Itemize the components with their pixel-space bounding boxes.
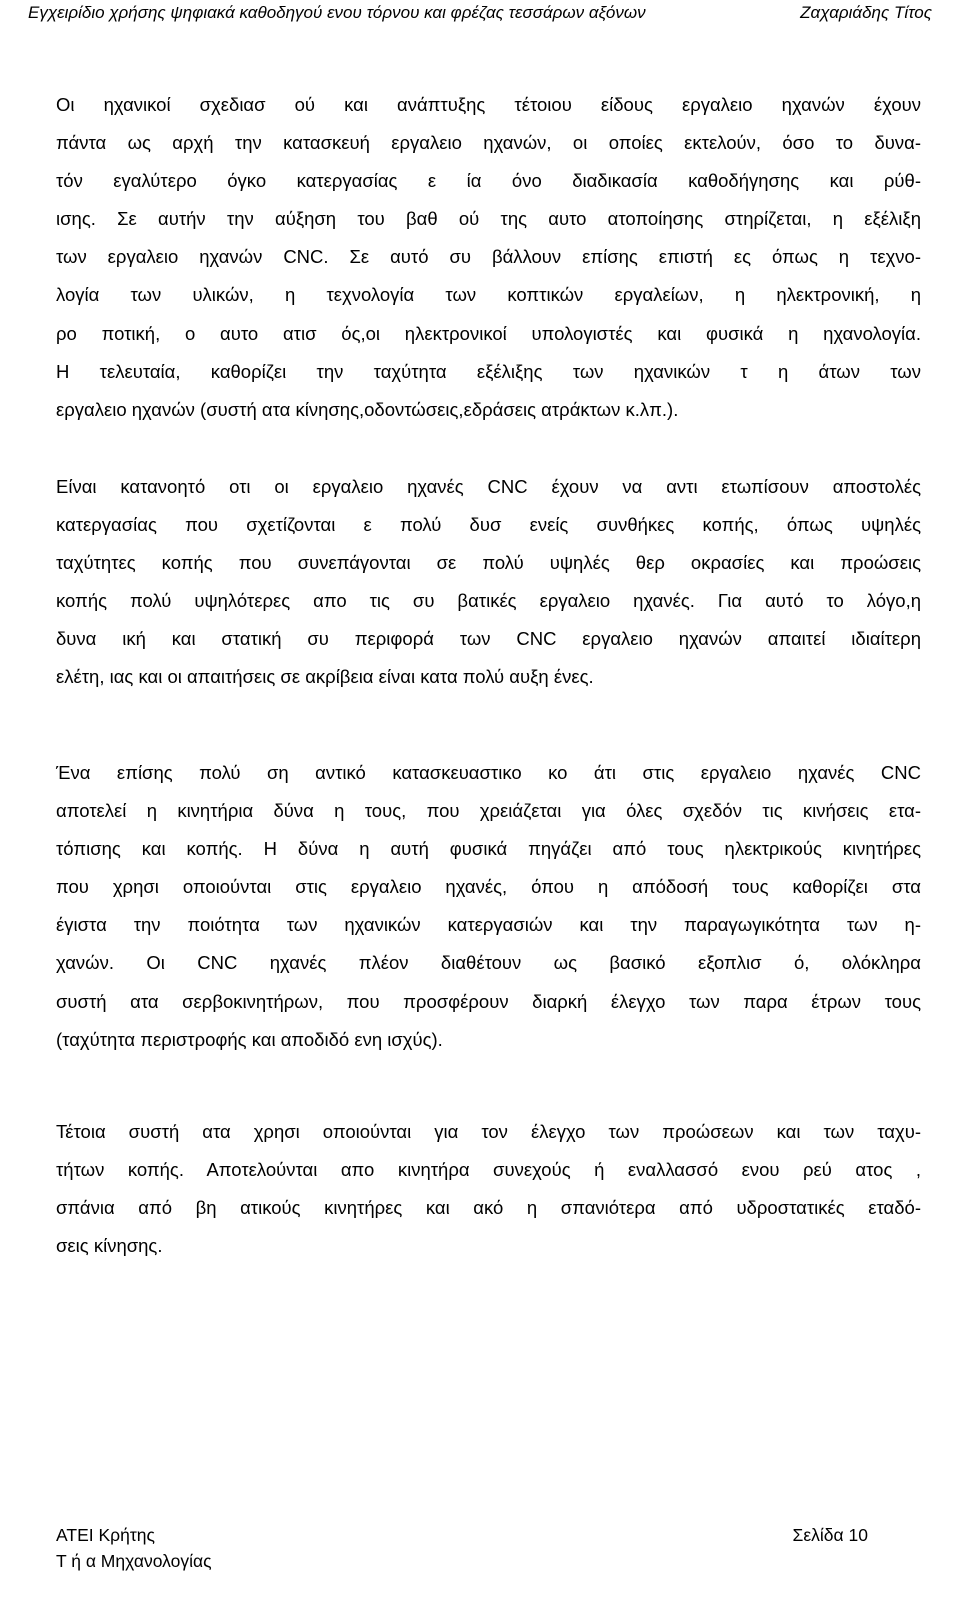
text-line: Είναι κατανοητό οτι οι εργαλειο ηχανές CNC έχουν να αντι ετωπίσουν αποστολές <box>56 476 921 497</box>
text-line: αποτελεί η κινητήρια δύνα η τους, που χρειάζεται για όλες σχεδόν τις κινήσεις ετα- <box>56 800 921 822</box>
text-line: πάντα ως αρχή την κατασκευή εργαλειο ηχανών, οι οποίες εκτελούν, όσο το δυνα- <box>56 132 921 154</box>
text-line: χανών. Οι CNC ηχανές πλέον διαθέτουν ως βασικό εξοπλισ ό, ολόκληρα <box>56 952 921 974</box>
text-line: ταχύτητες κοπής που συνεπάγονται σε πολύ υψηλές θερ οκρασίες και προώσεις <box>56 552 921 574</box>
text-line: δυνα ική και στατική συ περιφορά των CNC εργαλειο ηχανών απαιτεί ιδιαίτερη <box>56 628 921 650</box>
footer-page-number: Σελίδα 10 <box>792 1525 868 1545</box>
text-line: έγιστα την ποιότητα των ηχανικών κατεργασιών και την παραγωγικότητα των η- <box>56 914 921 936</box>
text-line: εργαλειο ηχανών (συστή ατα κίνησης,οδοντώσεις,εδράσεις ατράκτων κ.λπ.). <box>56 398 679 420</box>
text-line: σπάνια από βη ατικούς κινητήρες και ακό η σπανιότερα από υδροστατικές εταδό- <box>56 1197 921 1219</box>
footer-department: Τ ή α Μηχανολογίας <box>56 1551 212 1571</box>
text-line: τόπισης και κοπής. Η δύνα η αυτή φυσικά πηγάζει από τους ηλεκτρικούς κινητήρες <box>56 838 921 860</box>
text-line: (ταχύτητα περιστροφής και αποδιδό ενη ισχύς). <box>56 1028 443 1050</box>
paragraph-1 <box>56 86 921 429</box>
text-line: ισης. Σε αυτήν την αύξηση του βαθ ού της αυτο ατοποίησης στηρίζεται, η εξέλιξη <box>56 208 921 230</box>
text-line: Τέτοια συστή ατα χρησι οποιούνται για τον έλεγχο των προώσεων και των ταχυ- <box>56 1121 921 1142</box>
text-line: των εργαλειο ηχανών CNC. Σε αυτό συ βάλλουν επίσης επιστή ες όπως η τεχνο- <box>56 246 921 268</box>
text-line: λογία των υλικών, η τεχνολογία των κοπτικών εργαλείων, η ηλεκτρονική, η <box>56 284 921 306</box>
text-line: ρο ποτική, ο αυτο ατισ ός,οι ηλεκτρονικοί υπολογιστές και φυσικά η ηχανολογία. <box>56 322 921 344</box>
text-line: συστή ατα σερβοκινητήρων, που προσφέρουν διαρκή έλεγχο των παρα έτρων τους <box>56 990 921 1012</box>
text-line: τήτων κοπής. Αποτελούνται απο κινητήρα συνεχούς ή εναλλασσό ενου ρεύ ατος , <box>56 1159 921 1181</box>
text-line: τόν εγαλύτερο όγκο κατεργασίας ε ία όνο διαδικασία καθοδήγησης και ρύθ- <box>56 170 921 192</box>
page-header <box>28 0 932 26</box>
text-line: που χρησι οποιούνται στις εργαλειο ηχανές, όπου η απόδοσή τους καθορίζει στα <box>56 876 921 898</box>
paragraph-4 <box>56 1113 921 1265</box>
text-line: Η τελευταία, καθορίζει την ταχύτητα εξέλιξης των ηχανικών τ η άτων των <box>56 360 921 382</box>
text-line: ελέτη, ιας και οι απαιτήσεις σε ακρίβεια είναι κατα πολύ αυξη ένες. <box>56 666 594 688</box>
text-line: κατεργασίας που σχετίζονται ε πολύ δυσ ενείς συνθήκες κοπής, όπως υψηλές <box>56 514 921 536</box>
page-footer <box>56 1522 868 1574</box>
text-line: Οι ηχανικοί σχεδιασ ού και ανάπτυξης τέτοιου είδους εργαλειο ηχανών έχουν <box>56 94 921 115</box>
header-author: Ζαχαριάδης Τίτος <box>800 3 932 22</box>
paragraph-2 <box>56 468 921 697</box>
text-line: σεις κίνησης. <box>56 1235 163 1257</box>
footer-institution: ΑΤΕΙ Κρήτης <box>56 1525 155 1545</box>
text-line: κοπής πολύ υψηλότερες απο τις συ βατικές εργαλειο ηχανές. Για αυτό το λόγο,η <box>56 590 921 612</box>
header-title: Εγχειρίδιο χρήσης ψηφιακά καθοδηγού ενου τόρνου και φρέζας τεσσάρων αξόνων <box>28 3 646 22</box>
paragraph-3 <box>56 754 921 1059</box>
text-line: Ένα επίσης πολύ ση αντικό κατασκευαστικο κο άτι στις εργαλειο ηχανές CNC <box>56 762 921 783</box>
